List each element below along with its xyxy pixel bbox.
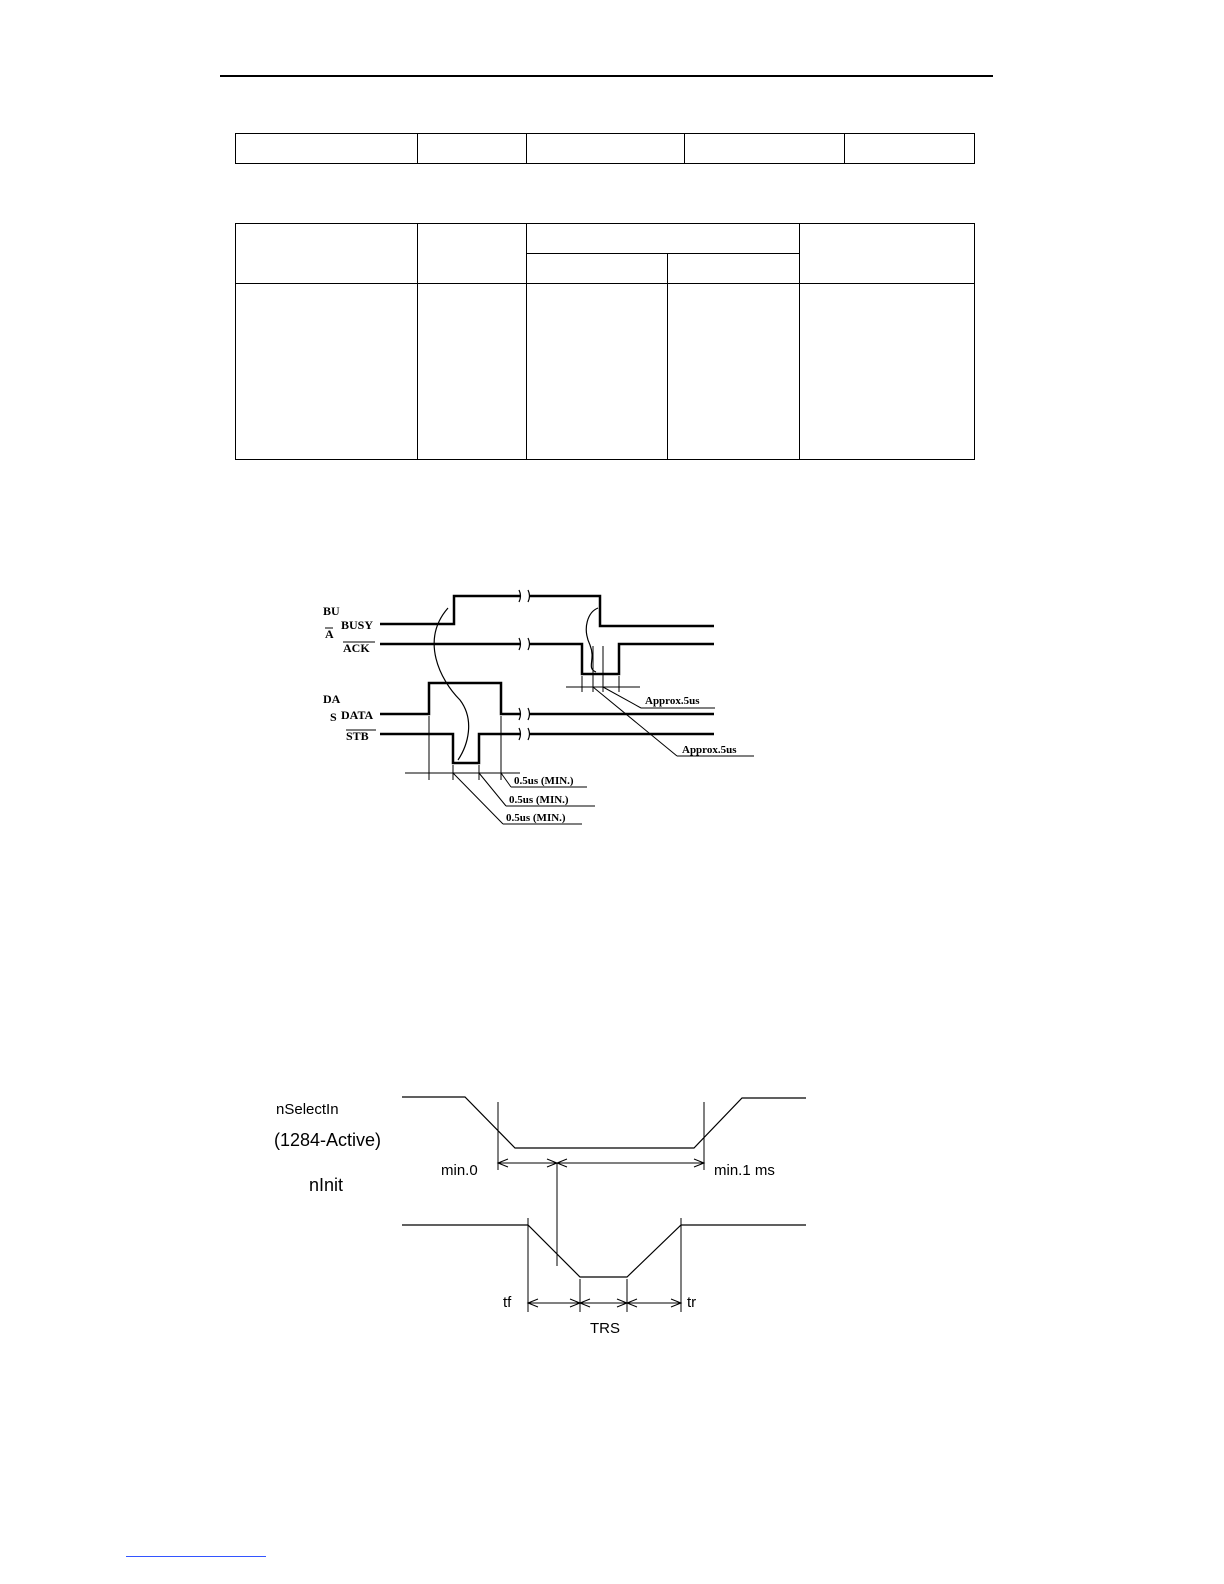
stb-waveform (380, 734, 521, 763)
table-cell (800, 284, 975, 460)
table-cell (418, 134, 527, 164)
data-label: DATA (341, 708, 374, 722)
table-cell (527, 224, 800, 254)
table-cell (236, 224, 418, 284)
table-cell (527, 134, 685, 164)
table-row (236, 224, 975, 254)
annotation: Approx.5us (682, 744, 737, 756)
header-rule (220, 75, 993, 77)
table-row (236, 284, 975, 460)
table-cell (236, 284, 418, 460)
cut-label: A (325, 627, 334, 641)
ack-to-busy-curve (586, 608, 598, 672)
busy-ack-timing-diagram (300, 580, 770, 830)
table-cell (527, 284, 668, 460)
ack-label: ACK (343, 641, 370, 655)
trs-label: TRS (590, 1320, 620, 1337)
footer-link-underline (126, 1556, 266, 1557)
dimension-lines-2 (498, 1102, 704, 1312)
empty-table-1 (235, 133, 975, 164)
table-cell (800, 224, 975, 284)
nselectin-label: nSelectIn (276, 1101, 339, 1118)
nselectin-ninit-timing-diagram (260, 1080, 820, 1340)
ninit-label: nInit (309, 1175, 344, 1195)
cut-label: S (330, 710, 337, 724)
table-cell (668, 254, 800, 284)
annotation: 0.5us (MIN.) (509, 794, 569, 806)
table-cell (668, 284, 800, 460)
tf-label: tf (503, 1294, 512, 1311)
active-label: (1284-Active) (274, 1130, 382, 1150)
cut-label: DA (323, 692, 341, 706)
table-cell (845, 134, 975, 164)
table-cell (418, 224, 527, 284)
data-waveform (380, 683, 521, 714)
annotation: Approx.5us (645, 695, 700, 707)
break-marks (519, 590, 530, 740)
annotation: 0.5us (MIN.) (514, 775, 574, 787)
table-cell (527, 254, 668, 284)
table-cell (685, 134, 845, 164)
nselectin-waveform (402, 1097, 806, 1148)
table-row (236, 134, 975, 164)
ack-waveform-cont (529, 644, 714, 674)
tr-label: tr (687, 1294, 697, 1311)
busy-waveform-cont (529, 596, 714, 626)
table-cell (418, 284, 527, 460)
min0-label: min.0 (441, 1162, 478, 1179)
busy-waveform (380, 596, 521, 624)
table-cell (236, 134, 418, 164)
busy-label: BUSY (341, 618, 374, 632)
cut-label: BU (323, 604, 340, 618)
min1ms-label: min.1 ms (714, 1162, 775, 1179)
stb-label: STB (346, 729, 369, 743)
empty-table-2 (235, 223, 975, 460)
annotation: 0.5us (MIN.) (506, 812, 566, 824)
ninit-waveform (402, 1225, 806, 1277)
